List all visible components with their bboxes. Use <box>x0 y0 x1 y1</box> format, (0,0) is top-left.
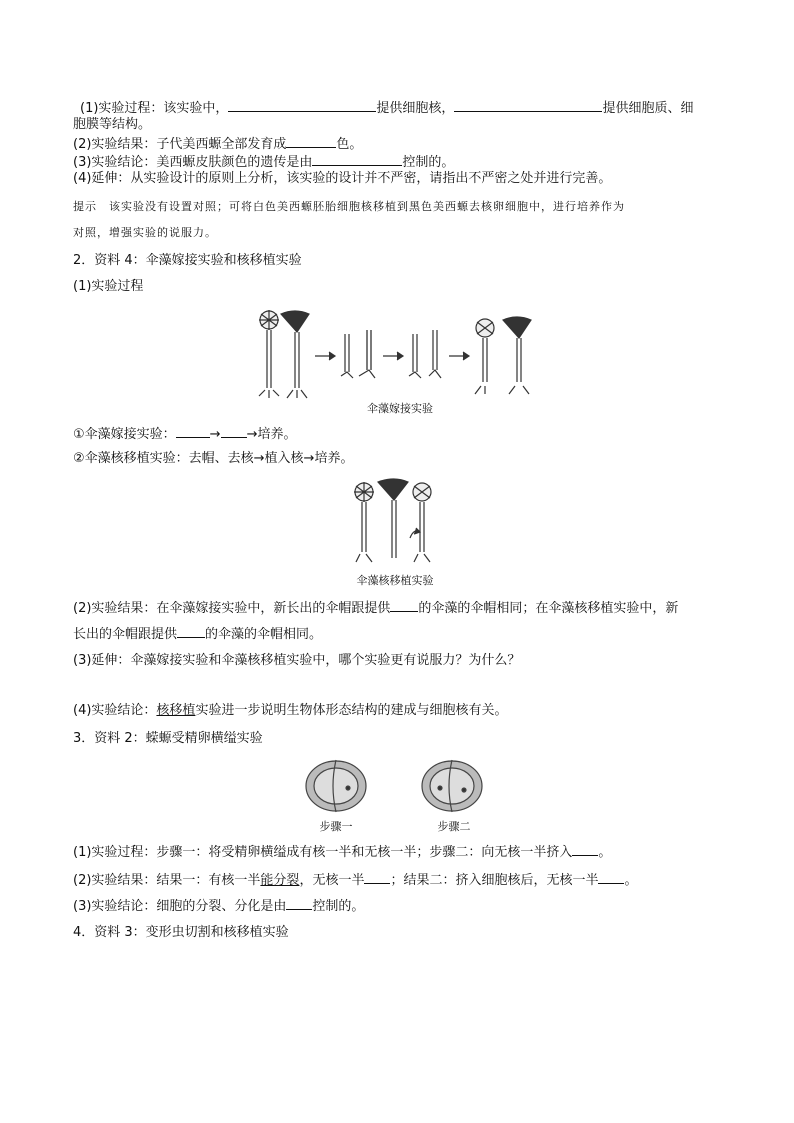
blank[interactable] <box>221 424 247 438</box>
blank[interactable] <box>312 152 402 166</box>
step1-caption: 步骤一 <box>319 820 353 833</box>
step2-caption: 步骤二 <box>437 820 471 833</box>
s2-result1: (2)实验结果：在伞藻嫁接实验中，新长出的伞帽跟提供 的伞藻的伞帽相同；在伞藻核移植实验中，新 <box>73 598 678 618</box>
s3-conclusion: (3)实验结论：细胞的分裂、分化是由 控制的。 <box>73 896 364 916</box>
s1-line5: (4)延伸：从实验设计的原则上分析，该实验的设计并不严密，请指出不严密之处并进行完善。 <box>73 171 612 186</box>
s2-result2: 长出的伞帽跟提供 的伞藻的伞帽相同。 <box>73 624 322 644</box>
s1-line2: 胞膜等结构。 <box>73 117 152 132</box>
s3-result: (2)实验结果：结果一：有核一半能分裂，无核一半 ；结果二：挤入细胞核后，无核一半 。 <box>73 870 637 890</box>
blank[interactable] <box>286 134 336 148</box>
s2-item2: ②伞藻核移植实验：去帽、去核→植入核→培养。 <box>73 451 354 466</box>
s2-item1: ①伞藻嫁接实验： → →培养。 <box>73 424 296 444</box>
s1-line1: (1)实验过程：该实验中， 提供细胞核， 提供细胞质、细 <box>80 98 693 118</box>
grafting-figure <box>255 306 545 402</box>
blank[interactable] <box>177 624 205 638</box>
white-cap-plant <box>259 310 279 398</box>
fig2-caption: 伞藻核移植实验 <box>356 574 434 587</box>
blank[interactable] <box>228 98 376 112</box>
s2-extension: (3)延伸：伞藻嫁接实验和伞藻核移植实验中，哪个实验更有说服力？为什么？ <box>73 653 521 668</box>
blank[interactable] <box>572 842 598 856</box>
dark-cap-plant <box>281 311 309 398</box>
blank[interactable] <box>176 424 210 438</box>
hint-line1: 提示 该实验没有设置对照；可将白色美西螈胚胎细胞核移植到黑色美西螈去核卵细胞中，进行培养作为 <box>73 200 625 213</box>
s2-conclusion: (4)实验结论：核移植实验进一步说明生物体形态结构的建成与细胞核有关。 <box>73 703 508 718</box>
s2-title: 2．资料 4：伞藻嫁接实验和核移植实验 <box>73 253 302 268</box>
blank[interactable] <box>390 598 418 612</box>
s1-line4: (3)实验结论：美西螈皮肤颜色的遗传是由 控制的。 <box>73 152 454 172</box>
blank[interactable] <box>286 896 312 910</box>
blank[interactable] <box>454 98 602 112</box>
blank[interactable] <box>364 870 390 884</box>
s4-title: 4．资料 3：变形虫切割和核移植实验 <box>73 925 289 940</box>
fig1-caption: 伞藻嫁接实验 <box>367 402 433 415</box>
egg-figure <box>300 758 500 816</box>
s1-line3: (2)实验结果：子代美西螈全部发育成 色。 <box>73 134 362 154</box>
s3-process: (1)实验过程：步骤一：将受精卵横缢成有核一半和无核一半；步骤二：向无核一半挤入 。 <box>73 842 611 862</box>
blank[interactable] <box>598 870 624 884</box>
hint-line2: 对照，增强实验的说服力。 <box>73 226 217 239</box>
transplant-figure <box>350 478 440 570</box>
s2-process: (1)实验过程 <box>73 279 144 294</box>
s3-title: 3．资料 2：蝾螈受精卵横缢实验 <box>73 731 263 746</box>
